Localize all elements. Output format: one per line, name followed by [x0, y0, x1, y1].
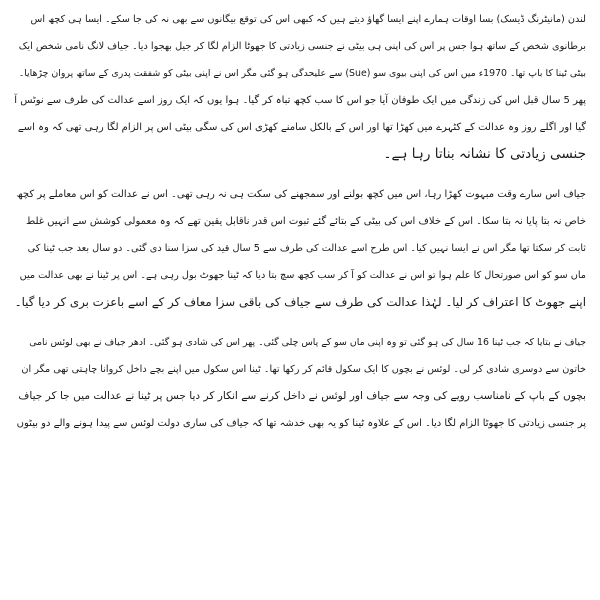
paragraph-2: [14, 181, 586, 316]
text-line: جیاف اس سارے وقت مبہوت کھڑا رہا، اس میں کچھ بولنے اور سمجھنے کی سکت ہی نہ رہی تھی۔ اس نے عدالت کو اس معاملے پر کچھ: [16, 189, 586, 200]
text-line: پر جنسی زیادتی کا جھوٹا الزام لگا دیا۔ اس کے علاوہ ٹینا کو یہ بھی خدشہ تھا کہ جیاف کی ساری دولت لوئس سے پیدا ہونے والے دو بیٹوں: [16, 418, 586, 429]
text-line: خاص نہ بتا پایا نہ بتا سکا۔ اس کے خلاف اس کی بیٹی کے بتائے گئے ثبوت اس قدر ناقابل یقین تھے کہ وہ معمولی کوشش سے انہیں غلط: [25, 216, 586, 227]
text-line: اپنے جھوٹ کا اعتراف کر لیا۔ لہٰذا عدالت کی طرف سے جیاف کی باقی سزا معاف کر کے اسے باعزت بری کر دیا گیا۔: [14, 295, 586, 309]
text-line: بچوں کے باپ کے نامناسب رویے کی وجہ سے جیاف اور لوئس نے داخل کرنے سے انکار کر دیا جس پر ٹینا نے عدالت میں جا کر جیاف: [18, 390, 586, 402]
text-line: پھر 5 سال قبل اس کی زندگی میں ایک طوفان آیا جو اس کا سب کچھ تباہ کر گیا۔ ہوا یوں کہ ایک روز اسے عدالت کی طرف سے نوٹس آ: [14, 95, 586, 106]
text-line: جنسی زیادتی کا نشانہ بناتا رہا ہے۔: [383, 146, 586, 162]
text-line: برطانوی شخص کے ساتھ ہوا جس پر اس کی اپنی ہی بیٹی نے جنسی زیادتی کا جھوٹا الزام لگا کر جیل بھجوا دیا۔ جیاف لانگ نامی شخص ایک: [18, 41, 586, 52]
text-line: جیاف نے بتایا کہ جب ٹینا 16 سال کی ہو گئی تو وہ اپنی ماں سو کے پاس چلی گئی۔ پھر اس کی شادی ہو گئی۔ ادھر جیاف نے بھی لوئس نامی: [29, 337, 586, 348]
text-line: خاتون سے دوسری شادی کر لی۔ لوئس نے بچوں کا ایک سکول قائم کر رکھا تھا۔ ٹینا اس سکول میں اپنے بچے داخل کروانا چاہتی تھی مگر ان: [21, 364, 586, 375]
text-line: ماں سو کو اس صورتحال کا علم ہوا تو اس نے عدالت کو آ کر سب کچھ سچ بتا دیا کہ ٹینا جھوٹ بول رہی ہے۔ اس پر ٹینا نے بھی عدالت میں: [19, 270, 586, 281]
paragraph-3: [14, 329, 586, 437]
text-line: ثابت کر سکتا تھا مگر اس نے ایسا نہیں کیا۔ اس طرح اسے عدالت کی طرف سے 5 سال قید کی سزا سنا دی گئی۔ دو سال بعد جب ٹینا کی: [27, 243, 586, 254]
text-line: لندن (مانیٹرنگ ڈیسک) بسا اوقات ہمارے اپنے ایسا گھاؤ دیتے ہیں کہ کبھی اس کی توقع بیگانوں سے بھی نہ کی جا سکے۔ ایسا ہی کچھ اس: [30, 14, 586, 25]
text-line: گیا اور اگلے روز وہ عدالت کے کٹہرے میں کھڑا تھا اور اس کے بالکل سامنے کھڑی اس کی سگی بیٹی اس پر الزام لگا رہی تھی کہ وہ اسے: [17, 122, 586, 133]
paragraph-1: [14, 6, 586, 168]
text-line: بیٹی ٹینا کا باپ تھا۔ 1970ء میں اس کی اپنی بیوی سو (Sue) سے علیحدگی ہو گئی مگر اس نے اپنی بیٹی کو شفقت پدری کے ساتھ پروان چڑھایا۔: [18, 68, 586, 79]
